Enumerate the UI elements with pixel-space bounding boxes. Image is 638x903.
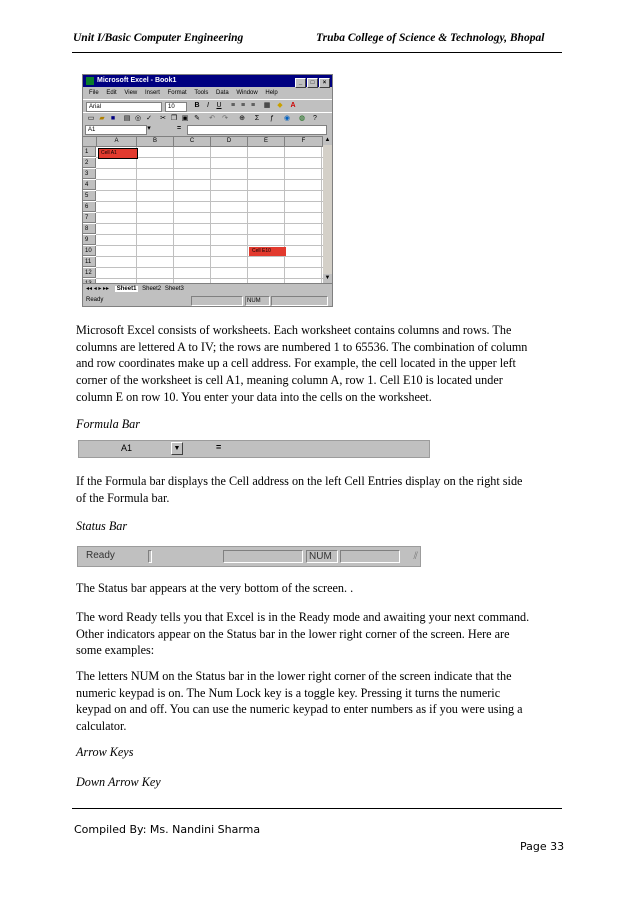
- header-unit-title: Unit I/Basic Computer Engineering: [73, 32, 244, 44]
- status-panel-end: [271, 296, 328, 306]
- status-bar-heading: Status Bar: [76, 519, 128, 533]
- formula-bar-image: [78, 440, 430, 458]
- intro-paragraph: [76, 322, 566, 406]
- menu-insert[interactable]: Insert: [144, 90, 160, 96]
- worksheet-grid[interactable]: [83, 136, 323, 284]
- function-icon[interactable]: ƒ: [270, 115, 274, 122]
- menu-tools[interactable]: Tools: [194, 90, 209, 96]
- menu-edit[interactable]: Edit: [106, 90, 117, 96]
- menu-data[interactable]: Data: [216, 90, 229, 96]
- row-header-12[interactable]: 12: [83, 268, 96, 278]
- vertical-scrollbar[interactable]: [323, 136, 332, 283]
- cut-icon[interactable]: ✂: [160, 115, 166, 122]
- row-header-7[interactable]: 7: [83, 213, 96, 223]
- formula-bar-heading: Formula Bar: [76, 417, 140, 431]
- menu-format[interactable]: Format: [167, 90, 187, 96]
- intro-line: corner of the worksheet is cell A1, meaning column A, row 1. Cell E10 is located under: [76, 373, 503, 388]
- intro-line: columns are lettered A to IV; the rows are numbered 1 to 65536. The combination of column: [76, 339, 528, 354]
- footer-compiled-by: Compiled By: Ms. Nandini Sharma: [74, 823, 261, 836]
- drawing-icon[interactable]: ◍: [298, 115, 306, 122]
- fill-color-icon[interactable]: ◆: [277, 102, 283, 109]
- menu-file[interactable]: File: [89, 90, 99, 96]
- align-left-icon[interactable]: ≡: [230, 102, 236, 109]
- spelling-icon[interactable]: ✓: [146, 115, 152, 122]
- row-header-11[interactable]: 11: [83, 257, 96, 267]
- status-bar-description: The Status bar appears at the very bottom of the screen. .: [76, 581, 354, 595]
- num-paragraph: [76, 668, 566, 735]
- down-arrow-key-heading: Down Arrow Key: [76, 775, 161, 789]
- formula-input[interactable]: [187, 125, 327, 135]
- intro-line: Microsoft Excel consists of worksheets. Each worksheet contains columns and rows. The: [76, 323, 512, 337]
- save-icon[interactable]: ■: [110, 115, 116, 122]
- status-panel-blank: [191, 296, 243, 306]
- cell-a1[interactable]: Cell A1: [98, 148, 138, 159]
- row-header-5[interactable]: 5: [83, 191, 96, 201]
- name-box[interactable]: A1: [85, 125, 147, 135]
- formula-equals[interactable]: =: [176, 125, 182, 132]
- sb-panel: [148, 550, 152, 563]
- underline-icon[interactable]: U: [216, 102, 222, 109]
- sb-panel: [340, 550, 400, 563]
- hyperlink-icon[interactable]: ⊕: [239, 115, 245, 122]
- minimize-icon[interactable]: _: [295, 78, 306, 88]
- excel-window-screenshot: [82, 74, 333, 307]
- menu-view[interactable]: View: [124, 90, 138, 96]
- name-box-dropdown-icon[interactable]: ▾: [147, 125, 151, 132]
- print-preview-icon[interactable]: ◎: [134, 115, 142, 122]
- footer-divider: [72, 808, 562, 809]
- excel-title-bar: [83, 75, 332, 87]
- fb-desc-line: If the Formula bar displays the Cell address on the left Cell Entries display on the right side: [76, 474, 523, 488]
- scroll-down-icon[interactable]: ▼: [324, 275, 331, 281]
- print-icon[interactable]: ▤: [123, 115, 131, 122]
- copy-icon[interactable]: ❐: [170, 115, 178, 122]
- ready-paragraph: [76, 609, 566, 659]
- row-header-4[interactable]: 4: [83, 180, 96, 190]
- header-college-name: Truba College of Science & Technology, Bhopal: [316, 32, 545, 44]
- sheet-tabs-bar: [83, 283, 332, 295]
- footer-page-number: Page 33: [520, 840, 565, 853]
- ready-line: some examples:: [76, 643, 155, 658]
- ready-line: Other indicators appear on the Status bar in the lower right corner of the screen. Here are: [76, 626, 510, 641]
- excel-title-text: Microsoft Excel - Book1: [97, 77, 177, 84]
- formatting-toolbar: [83, 99, 332, 113]
- sheet-tab-3[interactable]: Sheet3: [164, 286, 184, 292]
- fb-equals: =: [216, 442, 222, 452]
- align-center-icon[interactable]: ≡: [240, 102, 246, 109]
- column-header-b[interactable]: B: [137, 137, 174, 147]
- status-bar-image: [77, 546, 421, 567]
- row-header-9[interactable]: 9: [83, 235, 96, 245]
- chart-wizard-icon[interactable]: ◉: [283, 115, 291, 122]
- excel-formula-bar: [83, 124, 332, 135]
- column-header-a[interactable]: A: [97, 137, 137, 147]
- borders-icon[interactable]: ▦: [263, 102, 271, 109]
- status-num: NUM: [245, 296, 270, 306]
- excel-app-icon: [86, 77, 94, 85]
- column-header-f[interactable]: F: [285, 137, 323, 147]
- row-header-1[interactable]: 1: [83, 147, 96, 157]
- scroll-up-icon[interactable]: ▲: [324, 137, 331, 143]
- column-header-d[interactable]: D: [211, 137, 248, 147]
- intro-line: and row coordinates make up a cell address. For example, the cell located in the upper left: [76, 356, 516, 371]
- sheet-nav-icons[interactable]: ◂◂ ◂ ▸ ▸▸: [86, 286, 110, 292]
- align-right-icon[interactable]: ≡: [250, 102, 256, 109]
- excel-status-bar: [83, 295, 332, 305]
- fb-name-box: A1: [121, 443, 133, 453]
- row-header-2[interactable]: 2: [83, 158, 96, 168]
- cell-e10[interactable]: Cell E10: [249, 247, 286, 256]
- sheet-tab-2[interactable]: Sheet2: [142, 286, 162, 292]
- row-header-10[interactable]: 10: [83, 246, 96, 256]
- help-icon[interactable]: ?: [313, 115, 317, 122]
- grid-lines: [83, 137, 323, 284]
- column-header-e[interactable]: E: [248, 137, 285, 147]
- ready-line: The word Ready tells you that Excel is in the Ready mode and awaiting your next command.: [76, 610, 530, 624]
- format-painter-icon[interactable]: ✎: [194, 115, 200, 122]
- excel-menu-bar: [83, 88, 332, 98]
- row-header-6[interactable]: 6: [83, 202, 96, 212]
- sb-ready: Ready: [86, 550, 115, 561]
- header-divider: [72, 52, 562, 53]
- maximize-icon[interactable]: □: [307, 78, 318, 88]
- arrow-keys-heading: Arrow Keys: [76, 745, 134, 759]
- font-size-select[interactable]: 10: [165, 102, 187, 112]
- sb-panel: [223, 550, 303, 563]
- num-line: The letters NUM on the Status bar in the lower right corner of the screen indicate that the: [76, 669, 512, 683]
- formula-bar-description: [76, 473, 566, 506]
- intro-line: column E on row 10. You enter your data into the cells on the worksheet.: [76, 389, 432, 404]
- close-icon[interactable]: ×: [319, 78, 330, 88]
- status-ready: Ready: [86, 297, 104, 303]
- num-line: numeric keypad is on. The Num Lock key is a toggle key. Pressing it turns the numeric: [76, 685, 501, 700]
- select-all-corner[interactable]: [83, 137, 97, 147]
- sb-num: NUM: [306, 550, 338, 563]
- row-header-3[interactable]: 3: [83, 169, 96, 179]
- open-icon[interactable]: ▰: [99, 115, 105, 122]
- bold-icon[interactable]: B: [194, 102, 200, 109]
- menu-window[interactable]: Window: [236, 90, 258, 96]
- row-header-8[interactable]: 8: [83, 224, 96, 234]
- fb-desc-line: of the Formula bar.: [76, 490, 170, 505]
- new-icon[interactable]: ▭: [87, 115, 95, 122]
- redo-icon[interactable]: ↷: [222, 115, 228, 122]
- italic-icon[interactable]: I: [207, 102, 209, 109]
- undo-icon[interactable]: ↶: [209, 115, 215, 122]
- resize-grip-icon: ⫽: [413, 551, 418, 562]
- paste-icon[interactable]: ▣: [181, 115, 189, 122]
- font-name-select[interactable]: Arial: [86, 102, 162, 112]
- num-line: keypad on and off. You can use the numeric keypad to enter numbers as if you were using a: [76, 702, 523, 717]
- num-line: calculator.: [76, 719, 127, 734]
- column-header-c[interactable]: C: [174, 137, 211, 147]
- menu-help[interactable]: Help: [265, 90, 278, 96]
- autosum-icon[interactable]: Σ: [254, 115, 260, 122]
- font-color-icon[interactable]: A: [290, 102, 296, 109]
- fb-dropdown-icon: ▼: [171, 442, 183, 455]
- sheet-tab-1[interactable]: Sheet1: [116, 286, 137, 292]
